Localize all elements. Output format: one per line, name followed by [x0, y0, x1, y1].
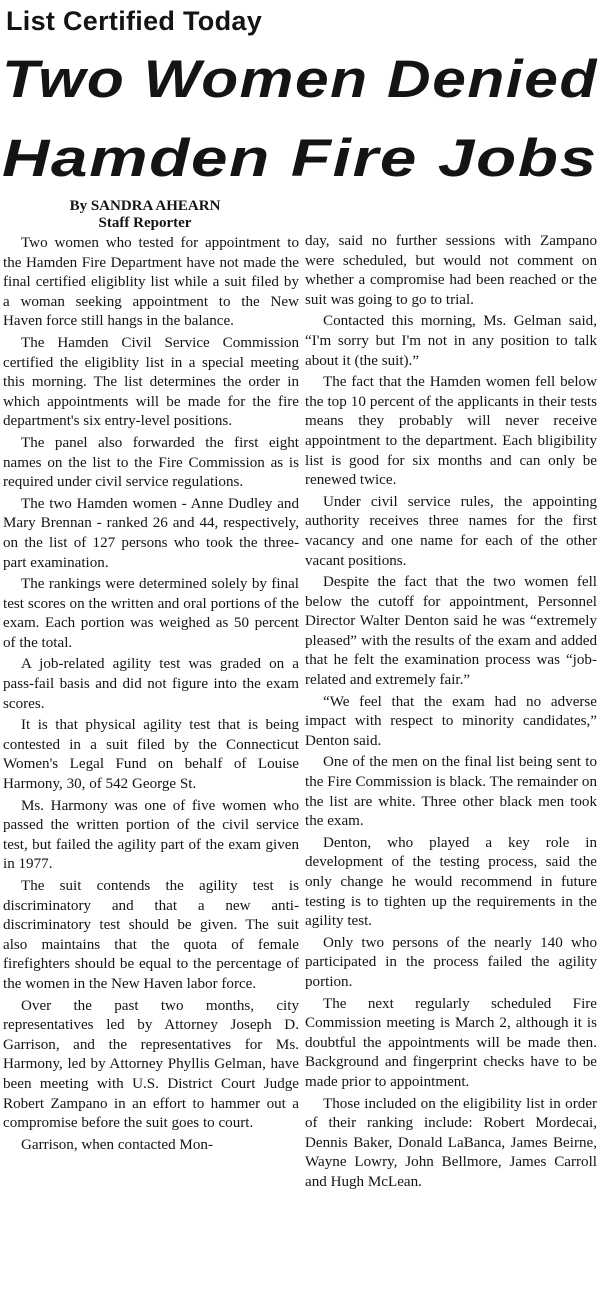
paragraph: A job-related agility test was graded on a pass-fail basis and did not figure into the exam scores.: [3, 656, 299, 712]
paragraph: The two Hamden women - Anne Dudley and Mary Brennan - ranked 26 and 44, respectively, on the list of 127 persons who took the three-part examination.: [3, 495, 299, 571]
paragraph: The suit contends the agility test is discriminatory and that a new anti-discriminatory test should be given. The suit also maintains that the quota of female firefighters should be equal to the percentage of the women in the New Haven labor force.: [3, 878, 299, 992]
paragraph: Those included on the eligibility list in order of their ranking include: Robert Mordecai, Dennis Baker, Donald LaBanca, James Beirne, Wayne Lowry, John Bellmore, James Carroll and Hugh McLean.: [305, 1095, 597, 1190]
paragraph: Contacted this morning, Ms. Gelman said, “I'm sorry but I'm not in any position to talk about it (the suit).”: [305, 313, 597, 369]
paragraph-continuation: day, said no further sessions with Zampano were scheduled, but would not comment on whether a compromise had been reached or the suit was going to go to trial.: [305, 233, 597, 308]
kicker-headline: List Certified Today: [6, 6, 263, 36]
paragraph: Under civil service rules, the appointing authority receives three names for the first vacancy and one name for each of the other vacant positions.: [305, 493, 597, 569]
paragraph: One of the men on the final list being sent to the Fire Commission is black. The remainder on the list are white. Three other black men took the exam.: [305, 754, 597, 830]
paragraph: The fact that the Hamden women fell below the top 10 percent of the applicants in their tests means they probably will never receive appointment to the department. Each bligibility list is good for six months and can only be renewed twice.: [305, 374, 597, 489]
paragraph: Only two persons of the nearly 140 who participated in the process failed the agility portion.: [305, 934, 597, 990]
paragraph: Two women who tested for appointment to the Hamden Fire Department have not made the final certified eligiblity list while a suit filed by a woman seeking appointment to the New Haven force still hangs in the balance.: [3, 235, 299, 330]
paragraph: “We feel that the exam had no adverse impact with respect to minority candidates,” Denton said.: [305, 693, 597, 749]
paragraph: The rankings were determined solely by final test scores on the written and oral portions of the exam. Each portion was weighed as 50 percent of the total.: [3, 576, 299, 651]
headline-line-2: Hamden Fire Jobs: [2, 129, 598, 188]
byline-role: Staff Reporter: [98, 215, 192, 231]
paragraph: Over the past two months, city representatives led by Attorney Joseph D. Garrison, and the representatives for Ms. Harmony, led by Attorney Phyllis Gelman, have been meeting with U.S. District Court Judge Robert Zampano in an effort to hammer out a compromise before the suit goes to court.: [3, 997, 299, 1132]
right-column: [305, 232, 597, 1195]
paragraph: The Hamden Civil Service Commission certified the eligiblity list in a special meeting this morning. The list determines the order in which appointments will be made for the fire department's six entry-level positions.: [3, 334, 299, 430]
paragraph: Ms. Harmony was one of five women who passed the written portion of the civil service test, but failed the agility part of the exam given in 1977.: [3, 797, 299, 873]
paragraph: The panel also forwarded the first eight names on the list to the Fire Commission as is required under civil service regulations.: [3, 434, 299, 491]
left-column: [3, 234, 299, 1157]
paragraph: The next regularly scheduled Fire Commission meeting is March 2, although it is doubtful the appointments will be made then. Background and fingerprint checks have to be made prior to appointment.: [305, 995, 597, 1090]
paragraph: Denton, who played a key role in development of the testing process, said the only change he would recommend in future testing is to tighten up the requirements in the agility test.: [305, 834, 597, 930]
paragraph: It is that physical agility test that is being contested in a suit filed by the Connecticut Women's Legal Fund on behalf of Louise Harmony, 30, of 542 George St.: [3, 717, 299, 793]
byline-author: By SANDRA AHEARN: [69, 198, 221, 214]
paragraph: Garrison, when contacted Mon-: [21, 1136, 213, 1153]
paragraph: Despite the fact that the two women fell below the cutoff for appointment, Personnel Director Walter Denton said he was “extremely pleased” with the results of the exam and added that he felt the examination process was “job-related and extremely fair.”: [305, 574, 597, 689]
headline-line-1: Two Women Denied: [2, 50, 598, 109]
